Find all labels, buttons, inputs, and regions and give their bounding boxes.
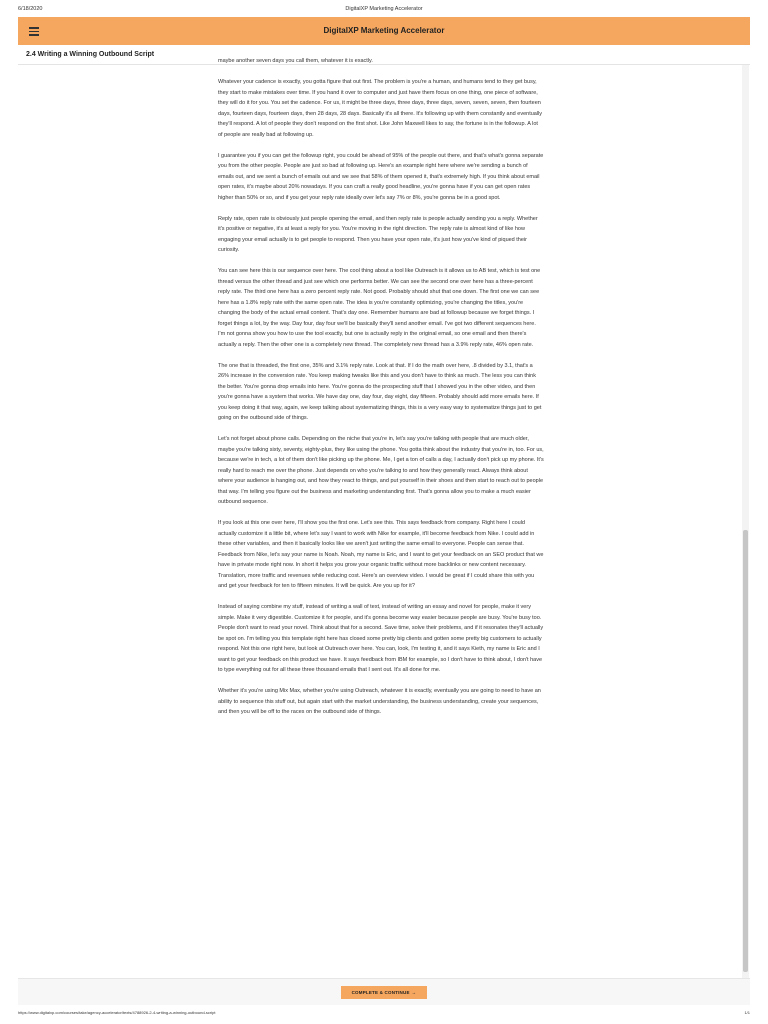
print-footer bbox=[0, 1008, 768, 1024]
article-paragraph: maybe another seven days you call them, whatever it is exactly. bbox=[218, 58, 373, 64]
arrow-right-icon: → bbox=[411, 990, 417, 995]
article-paragraph: Reply rate, open rate is obviously just people opening the email, and then reply rate is people actually sending you a reply. Whether it's positive or negative, it's at least a reply for you. You're moving in the right direction. The reply rate is almost kind of like how engaging your email actually is to get people to respond. Then you have your open rate, it's just how you've kind of piqued their curiosity. bbox=[218, 215, 538, 253]
print-date: 6/18/2020 bbox=[18, 6, 43, 12]
lesson-content[interactable] bbox=[18, 58, 750, 978]
article-paragraph: The one that is threaded, the first one, 35% and 3.1% reply rate. Look at that. If I do the math over here, .8 divided by 3.1, that's a 26% increase in the conversion rate. You keep making tweaks like this and you don't have to think as much. The less you can think the better. You're gonna drop emails into here. You're gonna do the prospecting stuff that I showed you in the other video, and then you're gonna have a system that works. We have day one, day four, day eight, day fifteen. Probably should add more emails here. If you keep doing it that way, again, we keep talking about systematizing things, this is a very easy way to systematize things just to get going on the outbound side of things. bbox=[218, 362, 542, 421]
article-body bbox=[218, 56, 544, 728]
scrollbar-thumb[interactable] bbox=[743, 530, 748, 972]
top-bar bbox=[18, 17, 750, 45]
print-page-number: 1/1 bbox=[744, 1010, 750, 1015]
lesson-title: 2.4 Writing a Winning Outbound Script bbox=[26, 51, 155, 58]
complete-continue-button[interactable] bbox=[341, 986, 427, 999]
app-title: DigitalXP Marketing Accelerator bbox=[323, 26, 445, 35]
article-paragraph: Instead of saying combine my stuff, instead of writing a wall of text, instead of writing an essay and novel for people, make it very simple. Make it very digestible. Customize it for people, and it's gonna become way easier because people are busy. You're busy too. People don't want to read your novel. Think about that for a second. Save time, solve their problems, and if it resonates they'll actually be spot on. I'm telling you this template right here has closed some pretty big clients and gotten some pretty big customers to actually respond. Not this one right here, but look at Outreach over here. You can, look, I'm testing it, and it says Kieth, my name is Eric and I want to get your feedback on this product we have. It says feedback from IBM for example, so I don't have to think about, I don't have to type everything out for all these three thousand emails that I sent out. It's all done for me. bbox=[218, 604, 544, 673]
article-paragraph: Whatever your cadence is exactly, you gotta figure that out first. The problem is you're a human, and humans tend to they get busy, they start to make mistakes over time. If you hand it over to computer and just have them focus on one thing, one piece of software, they will do it for you. You set the cadence. For us, it might be three days, three days, three days, seven, seven, seven, then fourteen days, fourteen days, fourteen days, then 28 days, 28 days. Basically it's all there. It's following up with them constantly and eventually they'll respond. A lot of people they don't respond on the first shot. Like John Maxwell likes to say, the fortune is in the followup. A lot of people are really bad at following up. bbox=[218, 79, 543, 138]
article-paragraph: I guarantee you if you can get the followup right, you could be ahead of 95% of the people out there, and that's what's gonna separate you from the other people. People are just so bad at following up. Here's an example right here where we're sending a bunch of emails out, and we sent a bunch of emails out and we see that 58% of them opened it, that's extremely high. If you think about email open rates, it's maybe about 20% nowadays. If you can craft a really good headline, you're gonna have if you can get open rates higher than 50% or so, and if you get your reply rate ideally over let's say 7% or 8%, you're gonna be in a good spot. bbox=[218, 152, 544, 201]
article-paragraph: Let's not forget about phone calls. Depending on the niche that you're in, let's say you're talking with people that are much older, maybe you're talking sixty, seventy, eighty-plus, they like using the phone. You gotta think about the industry that you're in, too. For us, because we're in tech, a lot of them don't like picking up the phone. Me, I get a ton of calls a day, I actually don't pick up my phone. It's really hard to reach me over the phone. Just depends on who you're talking to and how they generally react. Always think about where your audience is hanging out, and how they react to things, and put yourself in their shoes and then start to reach out to people that way. I'm telling you figure out the business and marketing understanding first. That's gonna allow you to make a much easier outbound sequence. bbox=[218, 436, 544, 505]
content-scrollbar[interactable] bbox=[742, 65, 749, 978]
print-title: DigitalXP Marketing Accelerator bbox=[345, 6, 423, 12]
print-header bbox=[0, 0, 768, 16]
print-url: https://www.digitalxp.com/courses/take/agency-accelerator/texts/4788926-2-4-writing-a-winning-outbound-script bbox=[18, 1010, 216, 1015]
article-paragraph: Whether it's you're using Mix Max, whether you're using Outreach, whatever it is exactly, eventually you are going to need to have an ability to sequence this stuff out, but again start with the market understanding, the business understanding, create your sequences, and then you will be off to the races on the outbound side of things. bbox=[218, 688, 541, 715]
complete-continue-label: COMPLETE & CONTINUE bbox=[351, 990, 410, 995]
article-paragraph: You can see here this is our sequence over here. The cool thing about a tool like Outreach is it allows us to AB test, which is test one thread versus the other thread and just see which one performs better. We can see the second one over here has a three-percent reply rate. The third one here has a zero percent reply rate. Not good. Probably should shut that one down. The first one we can see here has a 1.8% reply rate with the same open rate. The idea is you're constantly optimizing, you're changing the titles, you're changing the body of the actual email content. That's day one. Remember humans are bad at followup because we forget things. I forget things a lot, by the way. Day four, day four we'll be basically they'll send another email. I've got two different sequences here. I'm not gonna show you how to use the tool exactly, but one is actually reply in the original email, so one email and then there's actually a reply. Then the other one is a completely new thread. The completely new thread has a 3.9% reply rate, 46% open rate. bbox=[218, 268, 541, 348]
article-paragraph: If you look at this one over here, I'll show you the first one. Let's see this. This says feedback from company. Right here I could actually customize it a little bit, where let's say I want to work with Nike for example, it'll become feedback from Nike. I could add in these other variables, and then it basically looks like we aren't just writing the same email to everyone. People can sense that. Feedback from Nike, let's say your name is Noah. Noah, my name is Eric, and I want to get your feedback on an SEO product that we have in private mode right now. In short it helps you grow your organic traffic without more backlinks or new content necessary. Translation, more traffic and revenues while reducing cost. Here's an overview video. I would be great if I could share this with you and get your feedback for ten to fifteen minutes. It will be quick. Are you up for it? bbox=[218, 520, 544, 589]
lesson-footer bbox=[18, 978, 750, 1005]
